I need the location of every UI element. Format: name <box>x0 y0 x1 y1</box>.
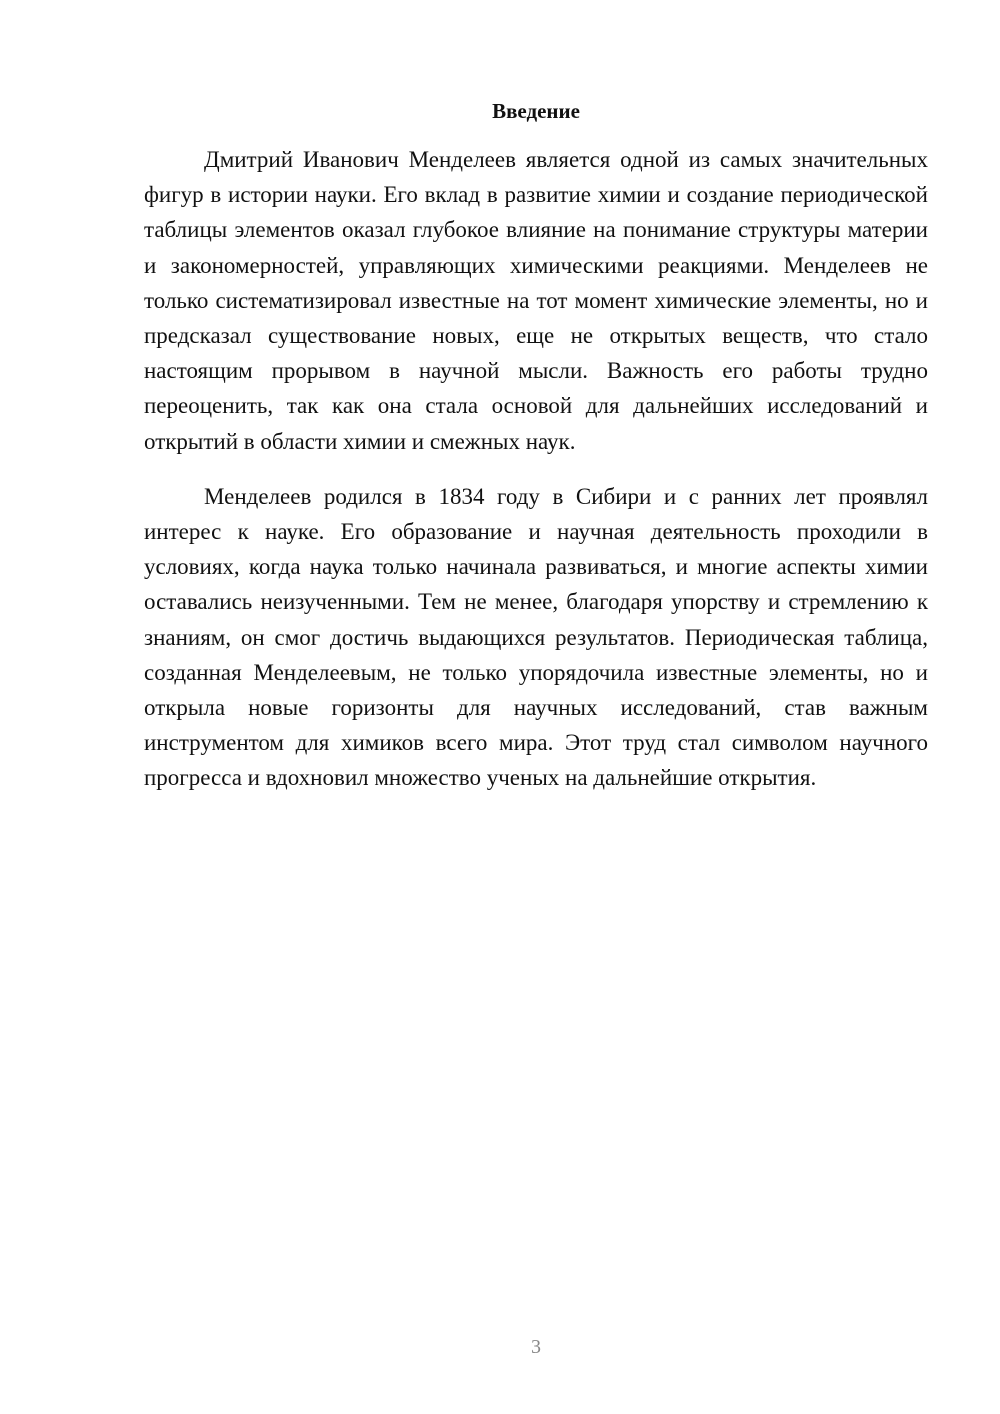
page-number: 3 <box>531 1336 541 1358</box>
paragraph-2: Менделеев родился в 1834 году в Сибири и с ранних лет проявлял интерес к науке. Его образование и научная деятельность проходили в условиях, когда наука только начинала развиваться, и многие аспекты химии оставались неизученными. Тем не менее, благодаря упорству и стремлению к знаниям, он смог достичь выдающихся результатов. Периодическая таблица, созданная Менделеевым, не только упорядочила известные элементы, но и открыла новые горизонты для научных исследований, став важным инструментом для химиков всего мира. Этот труд стал символом научного прогресса и вдохновил множество ученых на дальнейшие открытия. <box>144 483 928 791</box>
body-text <box>144 142 928 796</box>
section-title: Введение <box>492 99 580 123</box>
paragraph-1: Дмитрий Иванович Менделеев является одной из самых значительных фигур в истории науки. Его вклад в развитие химии и создание периодической таблицы элементов оказал глубокое влияние на понимание структуры материи и закономерностей, управляющих химическими реакциями. Менделеев не только систематизировал известные на тот момент химические элементы, но и предсказал существование новых, еще не открытых веществ, что стало настоящим прорывом в научной мысли. Важность его работы трудно переоценить, так как она стала основой для дальнейших исследований и открытий в области химии и смежных наук. <box>144 147 928 454</box>
